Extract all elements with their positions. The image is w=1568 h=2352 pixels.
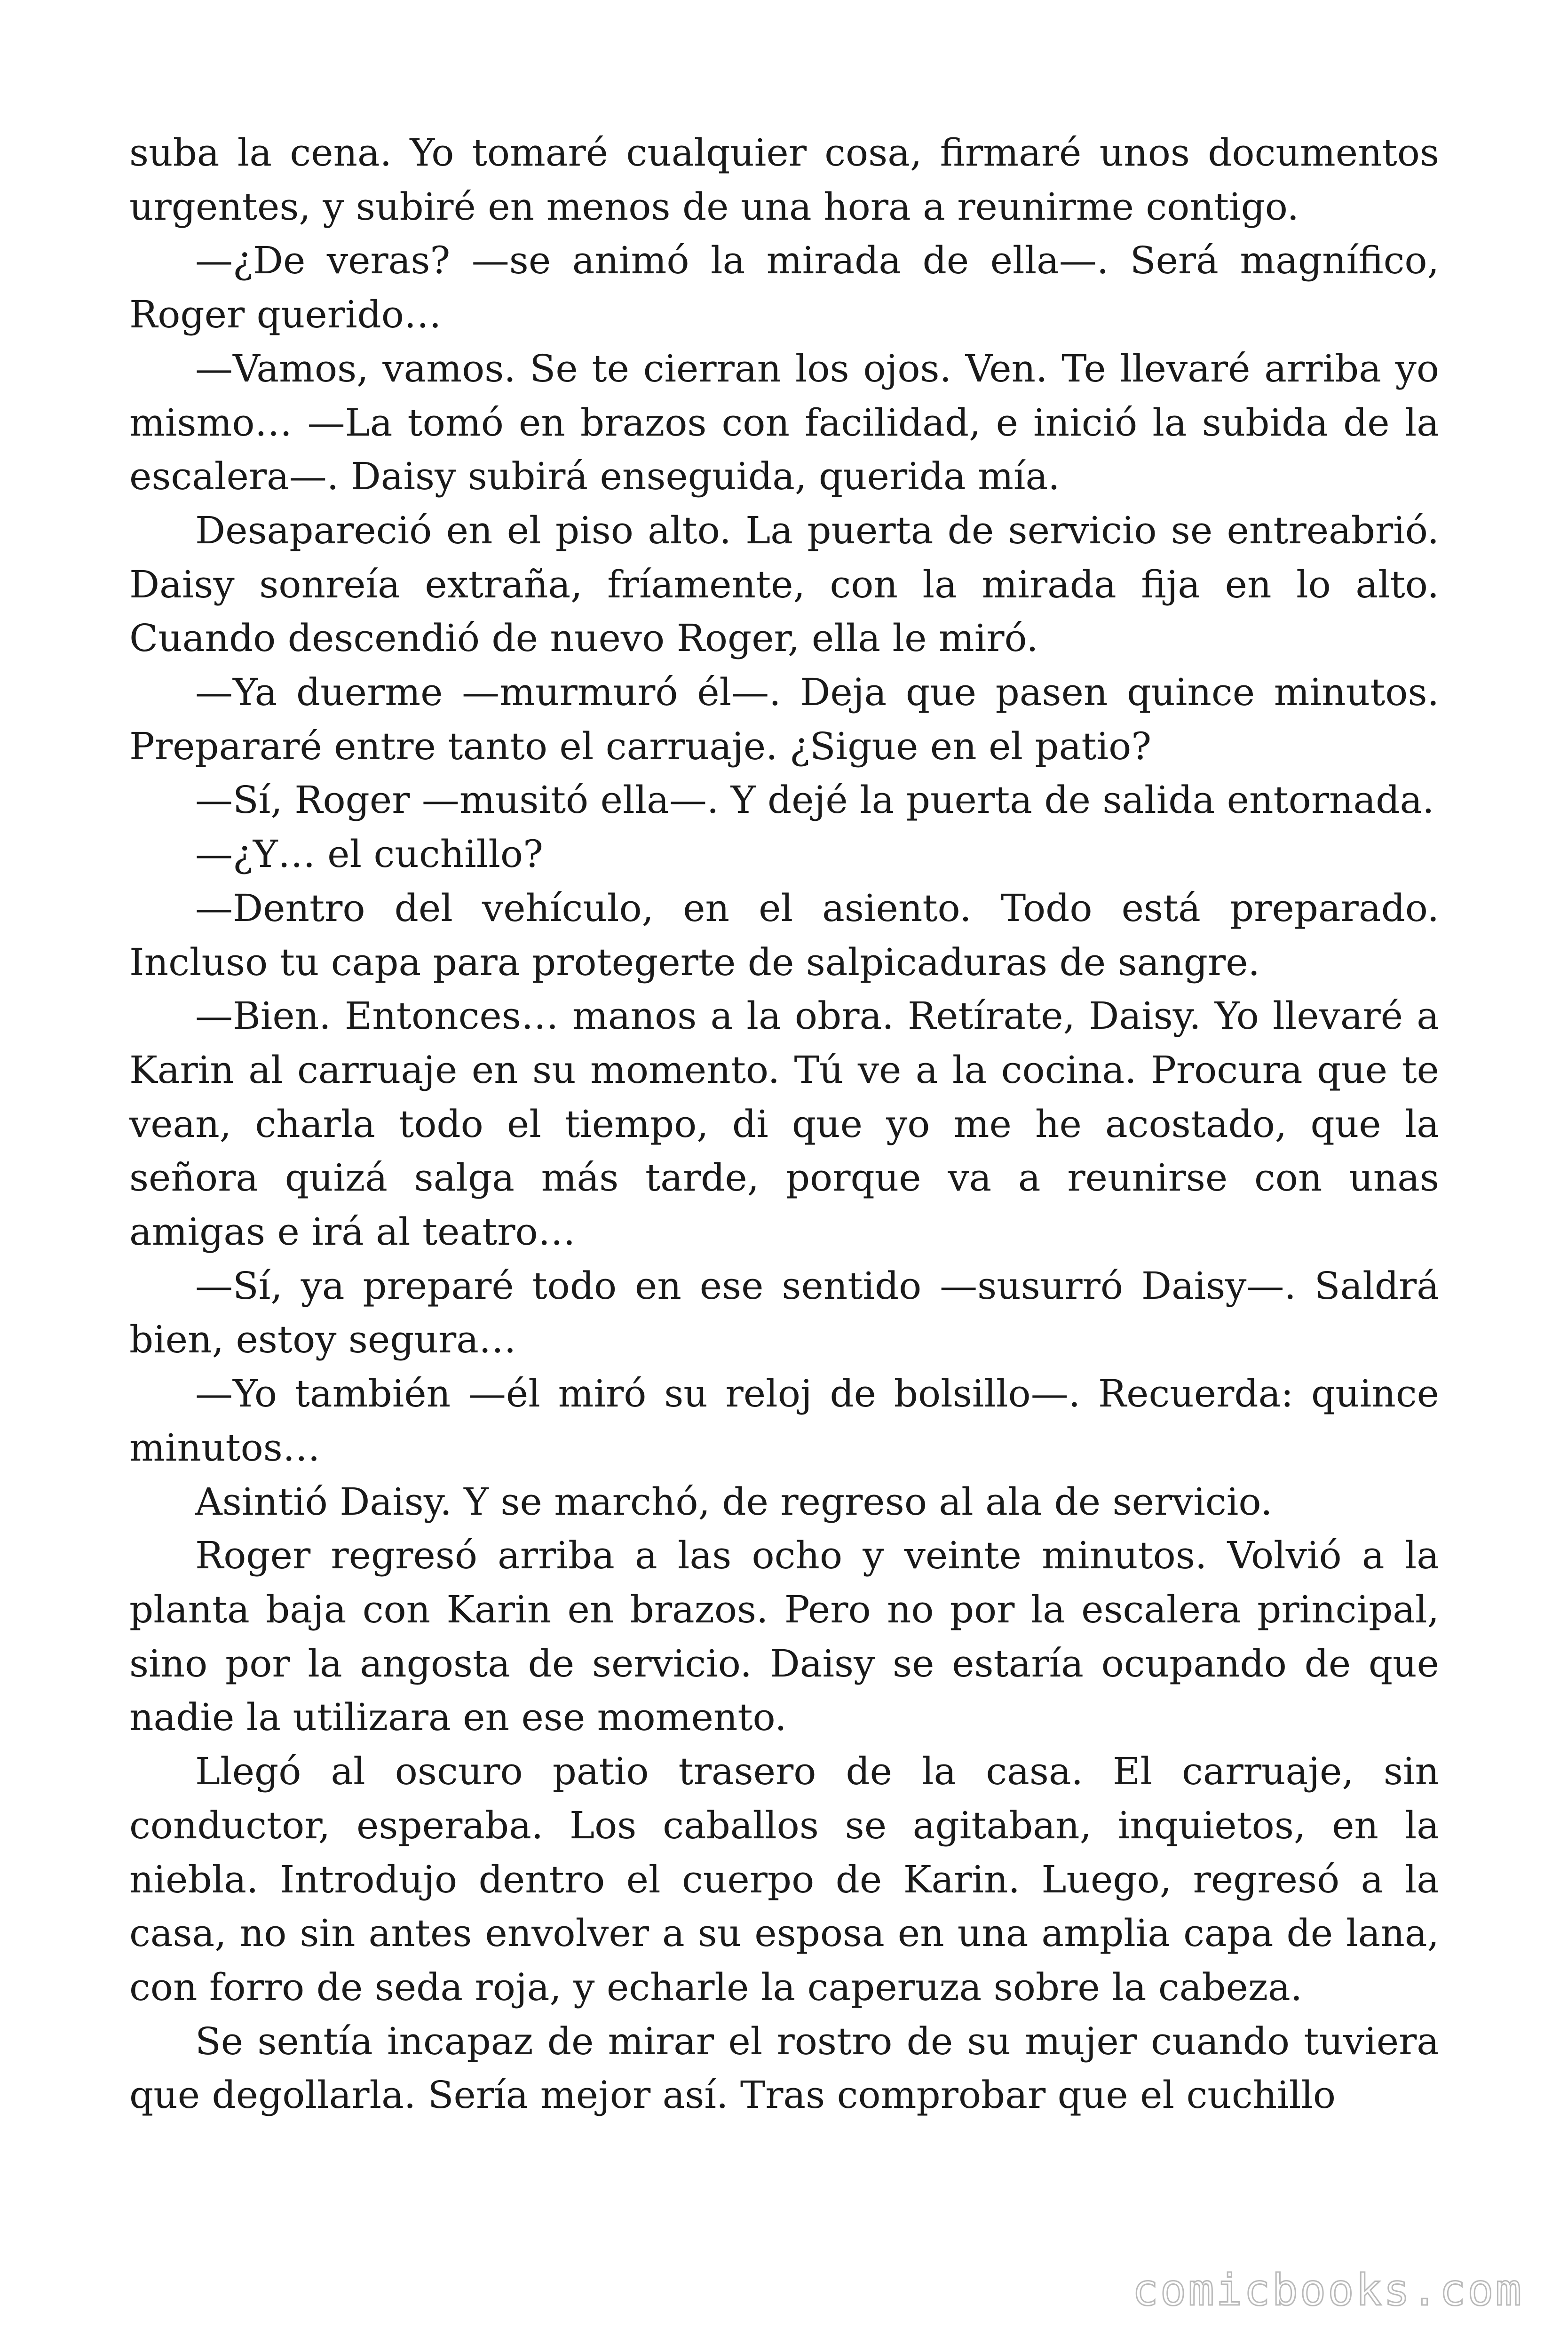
paragraph-2: —¿De veras? —se animó la mirada de ella—. Será magnífico, Roger querido…	[129, 238, 1439, 337]
paragraph-7: —¿Y… el cuchillo?	[195, 832, 543, 876]
paragraph-6: —Sí, Roger —musitó ella—. Y dejé la puerta de salida entornada.	[195, 778, 1434, 822]
paragraph-9: —Bien. Entonces… manos a la obra. Retírate, Daisy. Yo llevaré a Karin al carruaje en su momento. Tú ve a la cocina. Procura que te vean, charla todo el tiempo, di que yo me he acostado, que la señora quizá salga más tarde, porque va a reunirse con unas amigas e irá al teatro…	[129, 994, 1439, 1254]
paragraph-3: —Vamos, vamos. Se te cierran los ojos. Ven. Te llevaré arriba yo mismo… —La tomó en brazos con facilidad, e inició la subida de la escalera—. Daisy subirá enseguida, querida mía.	[129, 346, 1439, 499]
paragraph-12: Asintió Daisy. Y se marchó, de regreso al ala de servicio.	[195, 1479, 1273, 1524]
paragraph-8: —Dentro del vehículo, en el asiento. Todo está preparado. Incluso tu capa para protegerte de salpicaduras de sangre.	[129, 886, 1439, 984]
paragraph-1: suba la cena. Yo tomaré cualquier cosa, firmaré unos documentos urgentes, y subiré en menos de una hora a reunirme contigo.	[129, 131, 1439, 229]
paragraph-15: Se sentía incapaz de mirar el rostro de su mujer cuando tuviera que degollarla. Sería mejor así. Tras comprobar que el cuchillo	[129, 2019, 1439, 2117]
paragraph-5: —Ya duerme —murmuró él—. Deja que pasen quince minutos. Prepararé entre tanto el carruaje. ¿Sigue en el patio?	[129, 670, 1439, 768]
paragraph-13: Roger regresó arriba a las ocho y veinte minutos. Volvió a la planta baja con Karin en brazos. Pero no por la escalera principal, sino por la angosta de servicio. Daisy se estaría ocupando de que nadie la utilizara en ese momento.	[129, 1534, 1439, 1740]
page-body	[129, 126, 1439, 2122]
paragraph-11: —Yo también —él miró su reloj de bolsillo—. Recuerda: quince minutos…	[129, 1372, 1439, 1470]
paragraph-14: Llegó al oscuro patio trasero de la casa. El carruaje, sin conductor, esperaba. Los caballos se agitaban, inquietos, en la niebla. Introdujo dentro el cuerpo de Karin. Luego, regresó a la casa, no sin antes envolver a su esposa en una amplia capa de lana, con forro de seda roja, y echarle la caperuza sobre la cabeza.	[129, 1749, 1439, 2009]
paragraph-10: —Sí, ya preparé todo en ese sentido —susurró Daisy—. Saldrá bien, estoy segura…	[129, 1263, 1439, 1362]
paragraph-4: Desapareció en el piso alto. La puerta de servicio se entreabrió. Daisy sonreía extraña, fríamente, con la mirada fija en lo alto. Cuando descendió de nuevo Roger, ella le miró.	[129, 508, 1439, 660]
watermark: comicbooks.com	[1132, 2265, 1523, 2315]
